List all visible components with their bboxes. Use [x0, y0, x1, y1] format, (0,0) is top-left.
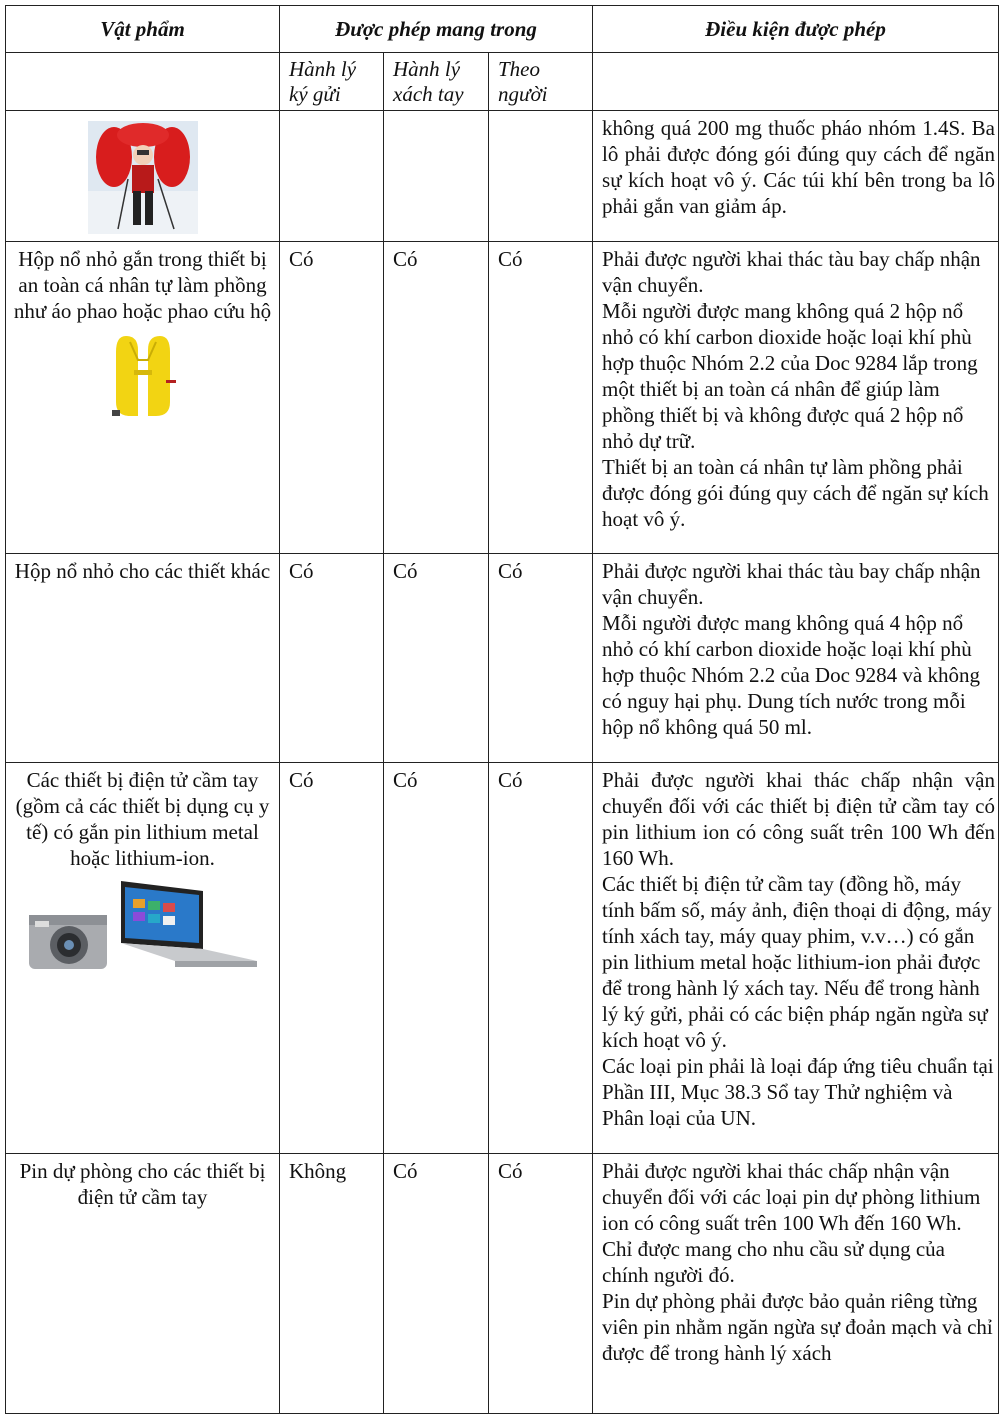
table-row: [6, 111, 999, 242]
yellow-life-vest-photo: [108, 330, 178, 422]
subheader-carryon: Hành lý xách tay: [384, 53, 489, 111]
condition-cell: [593, 554, 999, 763]
person-cell: [489, 111, 593, 242]
item-cell: [6, 242, 280, 554]
camera-and-laptop-photo: [25, 877, 261, 979]
condition-text: Mỗi người được mang không quá 2 hộp nổ nhỏ có khí carbon dioxide hoặc loại khí phù hợp thuộc Nhóm 2.2 của Doc 9284 lắp trong một thiết bị an toàn cá nhân để giúp làm phồng thiết bị và không được quá 2 hộp nổ nhỏ dự trữ.: [602, 299, 978, 453]
condition-text: Chỉ được mang cho nhu cầu sử dụng của chính người đó.: [602, 1237, 945, 1287]
checked-cell: [280, 111, 384, 242]
condition-text: Phải được người khai thác chấp nhận vận chuyển đối với các loại pin dự phòng lithium ion có công suất trên 100 Wh đến 160 Wh.: [602, 1159, 981, 1235]
header-item: Vật phẩm: [6, 6, 280, 53]
condition-text: Phải được người khai thác chấp nhận vận chuyển đối với các thiết bị điện tử cầm tay có pin lithium ion có công suất trên 100 Wh đến 160 Wh.: [602, 768, 996, 870]
condition-cell: [593, 763, 999, 1154]
condition-cell: [593, 111, 999, 242]
checked-cell: Có: [280, 554, 384, 763]
subheader-blank: [6, 53, 280, 111]
condition-text: Các thiết bị điện tử cầm tay (đồng hồ, máy tính bấm số, máy ảnh, điện thoại di động, máy tính xách tay, máy quay phim, v.v…) có gắn pin lithium metal hoặc lithium-ion phải được để trong hành lý xách tay. Nếu để trong hành lý ký gửi, phải có các biện pháp ngăn ngừa sự kích hoạt vô ý.: [602, 872, 992, 1052]
condition-text: Mỗi người được mang không quá 4 hộp nổ nhỏ có khí carbon dioxide hoặc loại khí phù hợp thuộc Nhóm 2.2 của Doc 9284 và không có nguy hại phụ. Dung tích nước trong mỗi hộp nổ không quá 50 ml.: [602, 611, 980, 739]
condition-text: không quá 200 mg thuốc pháo nhóm 1.4S. Ba lô phải được đóng gói đúng quy cách để ngăn sự kích hoạt vô ý. Các túi khí bên trong ba lô phải gắn van giảm áp.: [602, 116, 996, 218]
subheader-checked: Hành lý ký gửi: [280, 53, 384, 111]
item-name: Hộp nổ nhỏ cho các thiết khác: [14, 559, 271, 583]
table-row: [6, 1154, 999, 1414]
person-cell: Có: [489, 554, 593, 763]
carryon-cell: Có: [384, 1154, 489, 1414]
header-row: [6, 6, 999, 53]
item-cell: [6, 554, 280, 763]
table-row: [6, 763, 999, 1154]
carryon-cell: Có: [384, 242, 489, 554]
table-row: [6, 242, 999, 554]
header-allowed: Được phép mang trong: [280, 6, 593, 53]
item-cell: [6, 763, 280, 1154]
subheader-row: [6, 53, 999, 111]
checked-cell: Có: [280, 242, 384, 554]
item-name: Các thiết bị điện tử cầm tay (gồm cả các thiết bị dụng cụ y tế) có gắn pin lithium metal hoặc lithium-ion.: [15, 768, 270, 870]
person-cell: Có: [489, 1154, 593, 1414]
table-row: [6, 554, 999, 763]
person-cell: Có: [489, 763, 593, 1154]
carryon-cell: Có: [384, 763, 489, 1154]
subheader-blank-right: [593, 53, 999, 111]
checked-cell: Không: [280, 1154, 384, 1414]
item-cell: [6, 1154, 280, 1414]
condition-cell: [593, 242, 999, 554]
carryon-cell: Có: [384, 554, 489, 763]
header-condition: Điều kiện được phép: [593, 6, 999, 53]
subheader-person: Theo người: [489, 53, 593, 111]
item-name: Hộp nổ nhỏ gắn trong thiết bị an toàn cá nhân tự làm phồng như áo phao hoặc phao cứu hộ: [13, 247, 272, 323]
person-cell: Có: [489, 242, 593, 554]
dangerous-goods-table: [5, 5, 999, 1414]
condition-text: Phải được người khai thác tàu bay chấp nhận vận chuyển.: [602, 559, 981, 609]
checked-cell: Có: [280, 763, 384, 1154]
condition-text: Các loại pin phải là loại đáp ứng tiêu chuẩn tại Phần III, Mục 38.3 Sổ tay Thử nghiệm và Phân loại của UN.: [602, 1054, 994, 1130]
item-cell: [6, 111, 280, 242]
condition-cell: [593, 1154, 999, 1414]
condition-text: Phải được người khai thác tàu bay chấp nhận vận chuyển.: [602, 247, 981, 297]
item-name: Pin dự phòng cho các thiết bị điện tử cầm tay: [19, 1159, 266, 1209]
condition-text: Pin dự phòng phải được bảo quản riêng từng viên pin nhằm ngăn ngừa sự đoản mạch và chỉ được để trong hành lý xách: [602, 1289, 993, 1365]
condition-text: Thiết bị an toàn cá nhân tự làm phồng phải được đóng gói đúng quy cách để ngăn sự kích hoạt vô ý.: [602, 455, 989, 531]
carryon-cell: [384, 111, 489, 242]
avalanche-airbag-backpack-photo: [88, 121, 198, 234]
